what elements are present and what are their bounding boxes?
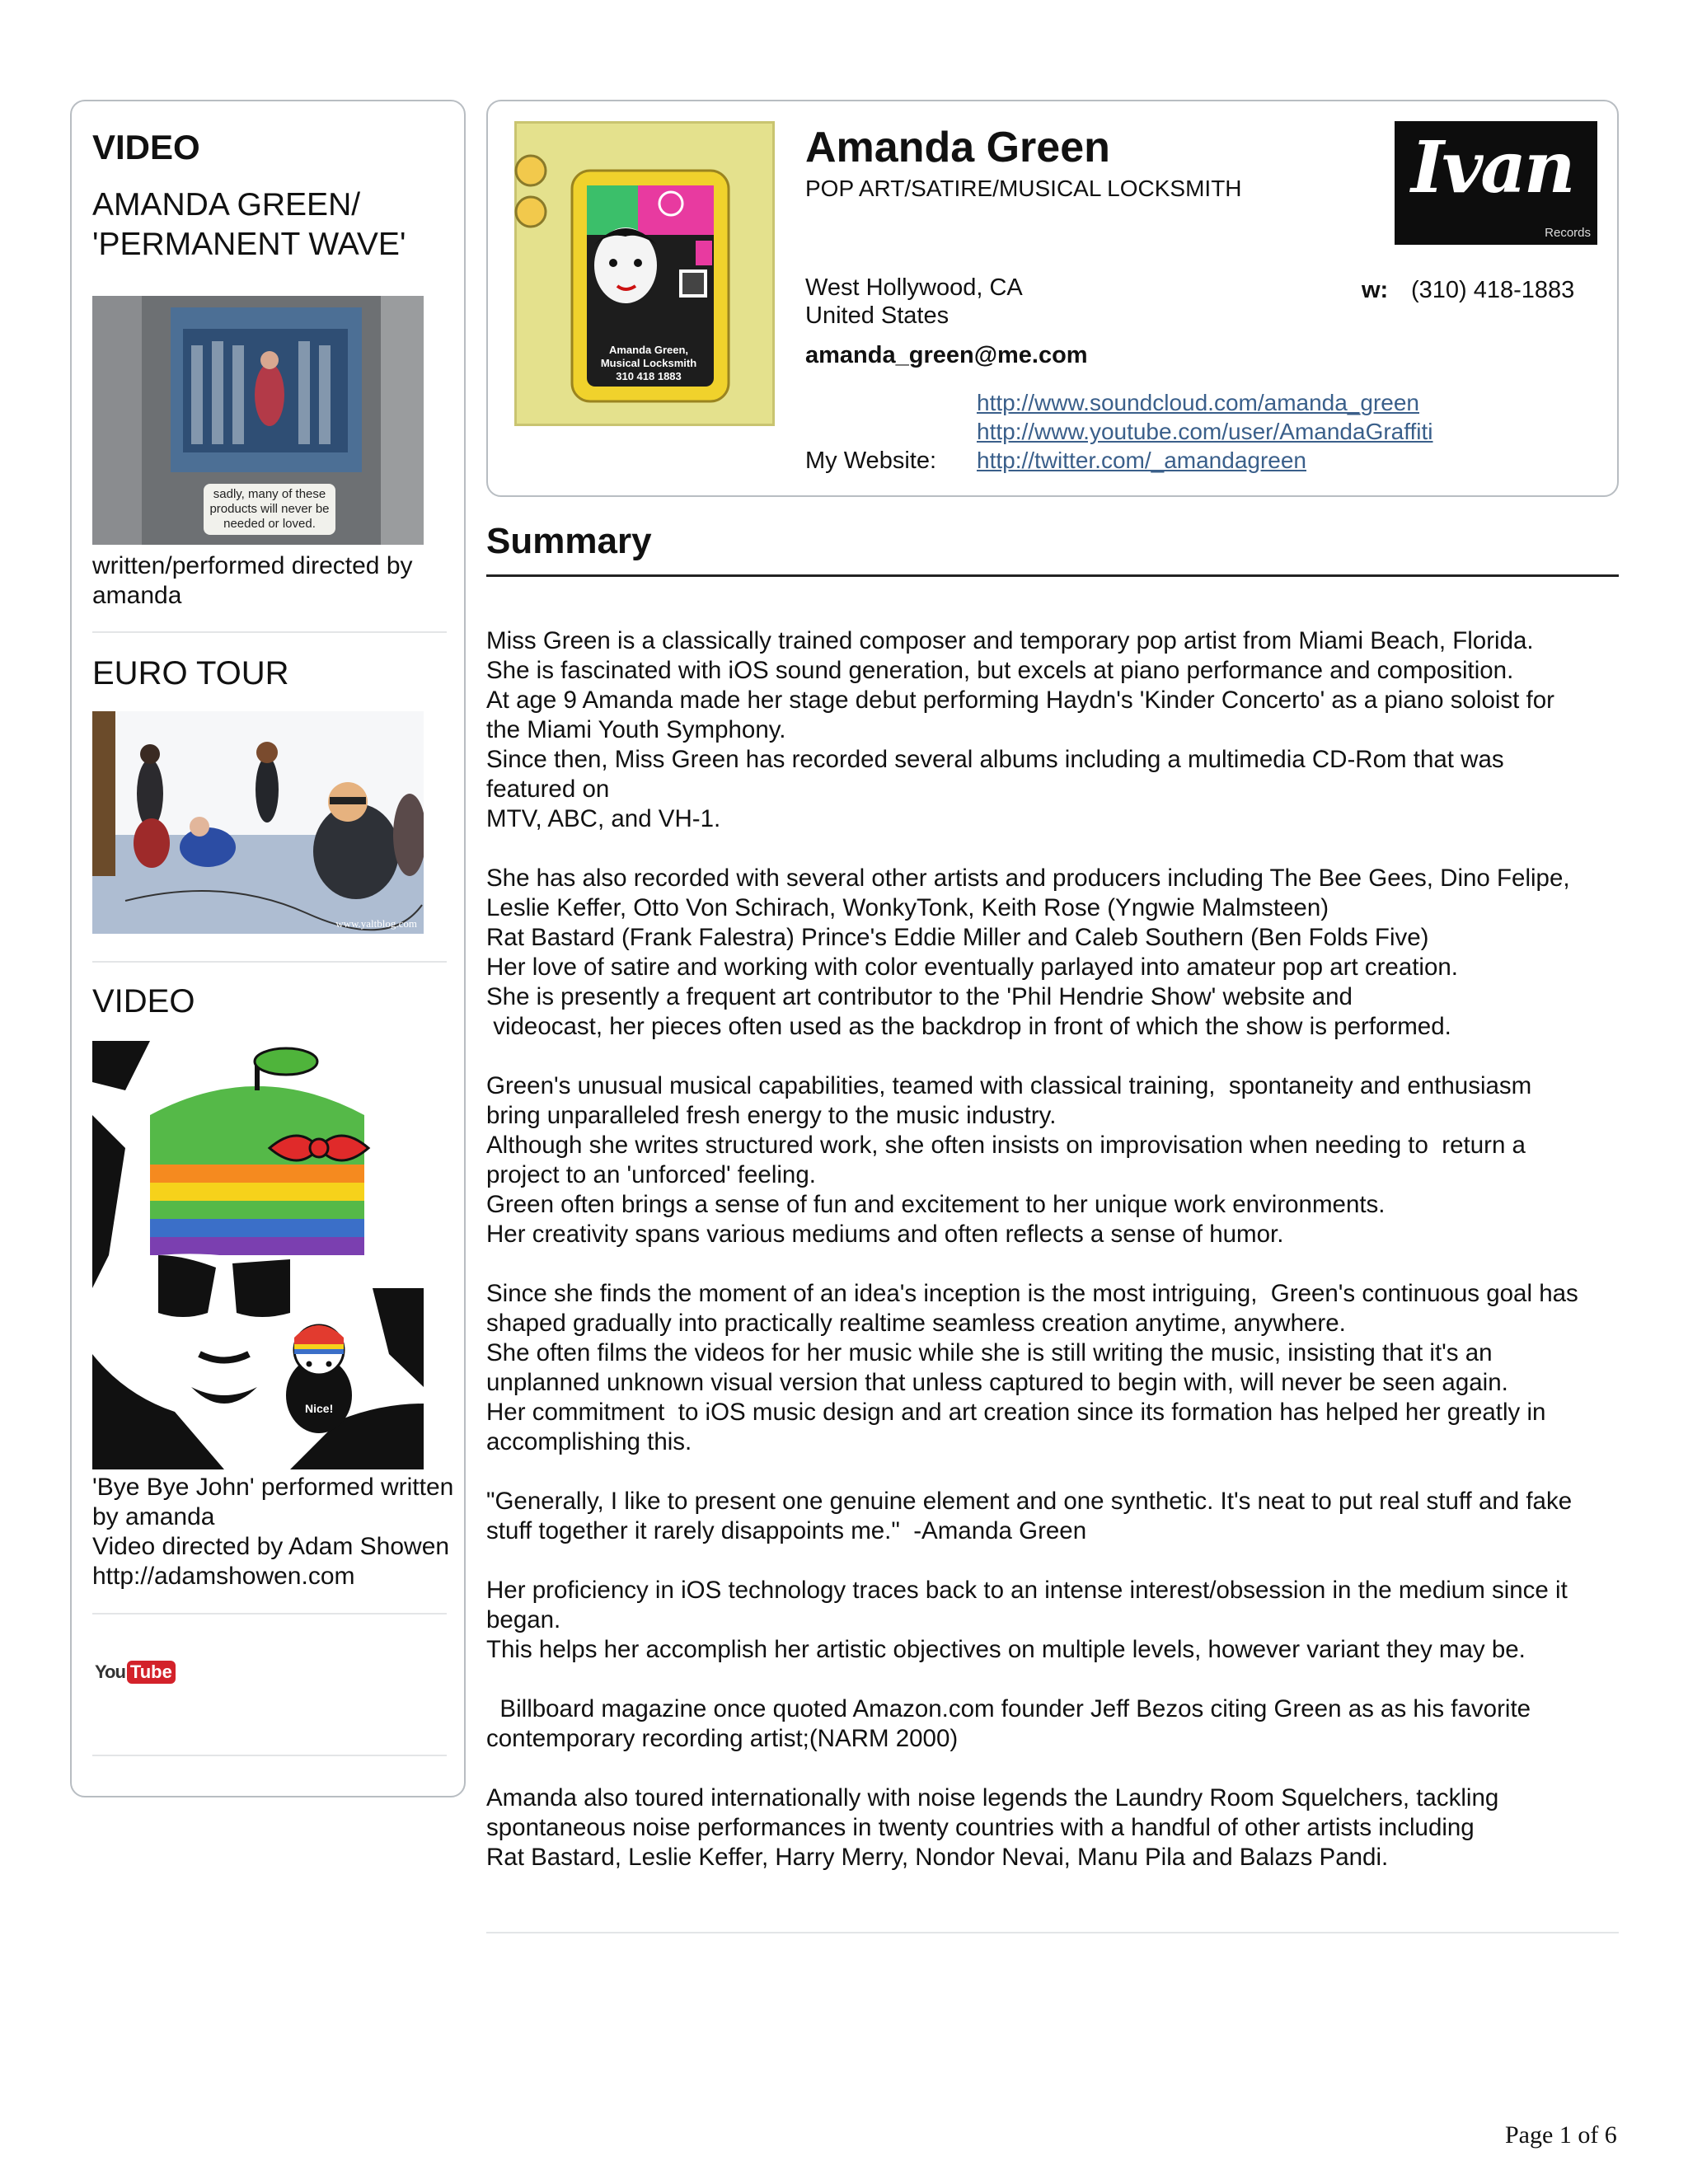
summary-text: Miss Green is a classically trained composer and temporary pop artist from Miami Beach, Florida. She is fascinated with iOS sound generation, but excels at piano performance and composition. At age 9 Amanda made her stage debut performing Haydn's 'Kinder Concerto' as a piano soloist for the Miami Youth Symphony. Since then, Miss Green has recorded several albums including a multimedia CD-Rom that was featured on MTV, ABC, and VH-1. She has also recorded with several other artists and producers including The Bee Gees, Dino Felipe, Leslie Keffer, Otto Von Schirach, WonkyTonk, Keith Rose (Yngwie Malmsteen) Rat Bastard (Frank Falestra) Prince's Eddie Miller and Caleb Southern (Ben Folds Five) Her love of satire and working with color eventually parlayed into amateur pop art creation. She is presently a frequent art contributor to the 'Phil Hendrie Show' website and videocast, her pieces often used as the backdrop in front of which the show is performed. Green's unusual musical capabilities, teamed with classical training, spontaneity and enthusiasm bring unparalleled fresh energy to the music industry. Although she writes structured work, she often insists on improvisation when needing to return a project to an 'unforced' feeling. Green often brings a sense of fun and excitement to her unique work environments. Her creativity spans various mediums and often reflects a sense of humor. Since she finds the moment of an idea's inception is the most intriguing, Green's continuous goal has shaped gradually into practically realtime seamless creation anytime, anywhere. She often films the videos for her music while she is still writing the music, insisting that it's an unplanned unknown visual version that unless captured to begin with, will never be seen again. Her commitment to iOS music design and art creation since its formation has helped her greatly in accomplishing this. "Generally, I like to present one genuine element and one synthetic. It's neat to put real stuff and fake stuff together it rarely disappoints me." -Amanda Green Her proficiency in iOS technology traces back to an intense interest/obsession in the medium since it began. This helps her accomplish her artistic objectives on multiple levels, however variant they may be. Billboard magazine once quoted Amazon.com founder Jeff Bezos citing Green as as his favorite contemporary recording artist;(NARM 2000) Amanda also toured internationally with noise legends the Laundry Room Squelchers, tackling spontaneous noise performances in twenty countries with a handful of other artists including Rat Bastard, Leslie Keffer, Harry Merry, Nondor Nevai, Manu Pila and Balazs Pandi. <box>486 627 1578 1871</box>
sidebar-divider <box>92 1755 447 1756</box>
soundcloud-link[interactable]: http://www.soundcloud.com/amanda_green <box>977 390 1419 415</box>
video-title <box>92 185 455 265</box>
sidebar-divider <box>92 631 447 633</box>
card-text <box>595 344 702 383</box>
sidebar-divider <box>92 1613 447 1615</box>
thumbnail-caption: sadly, many of these products will never be needed or loved. <box>209 487 330 531</box>
location-city: West Hollywood, CA <box>805 274 1023 301</box>
nice-badge: Nice! <box>305 1402 334 1415</box>
pop-art-portrait <box>92 1041 424 1469</box>
caption-line: by amanda <box>92 1503 215 1530</box>
record-label-logo <box>1395 121 1597 245</box>
youtube-link[interactable]: http://www.youtube.com/user/AmandaGraffiti <box>977 419 1433 444</box>
euro-tour-heading: EURO TOUR <box>92 655 289 691</box>
location-country: United States <box>805 302 950 329</box>
youtube-tube: Tube <box>127 1661 176 1684</box>
profile-name: Amanda Green <box>805 124 1110 171</box>
caption-line: 'Bye Bye John' performed written <box>92 1474 454 1501</box>
euro-tour-photo[interactable] <box>92 711 424 934</box>
card-text-line: Musical Locksmith <box>600 357 697 369</box>
phone-number: (310) 418-1883 <box>1411 277 1575 303</box>
sidebar <box>70 100 466 1797</box>
phone-label: w: <box>1362 277 1389 303</box>
content-divider <box>486 1932 1619 1933</box>
profile-card <box>486 100 1619 497</box>
photo-watermark: www.yaltblog.com <box>335 917 417 930</box>
card-text-line: 310 418 1883 <box>616 370 682 382</box>
youtube-you: You <box>95 1661 125 1682</box>
caption-line: amanda <box>92 582 182 609</box>
profile-photo <box>514 121 775 426</box>
video-title-line: AMANDA GREEN/ <box>92 187 361 223</box>
video-caption-2 <box>92 1473 455 1591</box>
twitter-link[interactable]: http://twitter.com/_amandagreen <box>977 448 1306 473</box>
caption-line: http://adamshowen.com <box>92 1563 355 1590</box>
summary-divider <box>486 574 1619 577</box>
logo-text: Ivan <box>1411 126 1573 209</box>
sidebar-divider <box>92 961 447 963</box>
youtube-icon[interactable] <box>95 1659 176 1685</box>
video-thumbnail-2[interactable] <box>92 1041 424 1469</box>
profile-tagline: POP ART/SATIRE/MUSICAL LOCKSMITH <box>805 176 1242 201</box>
website-label: My Website: <box>805 448 937 474</box>
caption-line: written/performed directed by <box>92 552 413 579</box>
card-text-line: Amanda Green, <box>608 344 689 356</box>
video-caption-1 <box>92 551 455 611</box>
euro-tour-section <box>92 655 455 692</box>
euro-tour-photo-art <box>92 711 424 934</box>
video-heading: VIDEO <box>92 128 200 166</box>
video-section-2 <box>92 983 455 1020</box>
logo-subtext: Records <box>1545 226 1591 240</box>
summary-heading: Summary <box>486 521 652 561</box>
caption-line: Video directed by Adam Showen <box>92 1533 450 1560</box>
page-number: Page 1 of 6 <box>1505 2121 1617 2149</box>
video-heading: VIDEO <box>92 983 195 1019</box>
video-title-line: 'PERMANENT WAVE' <box>92 227 406 262</box>
video-thumbnail[interactable] <box>92 296 424 545</box>
video-section-1 <box>92 128 455 265</box>
email-address[interactable]: amanda_green@me.com <box>805 342 1088 368</box>
